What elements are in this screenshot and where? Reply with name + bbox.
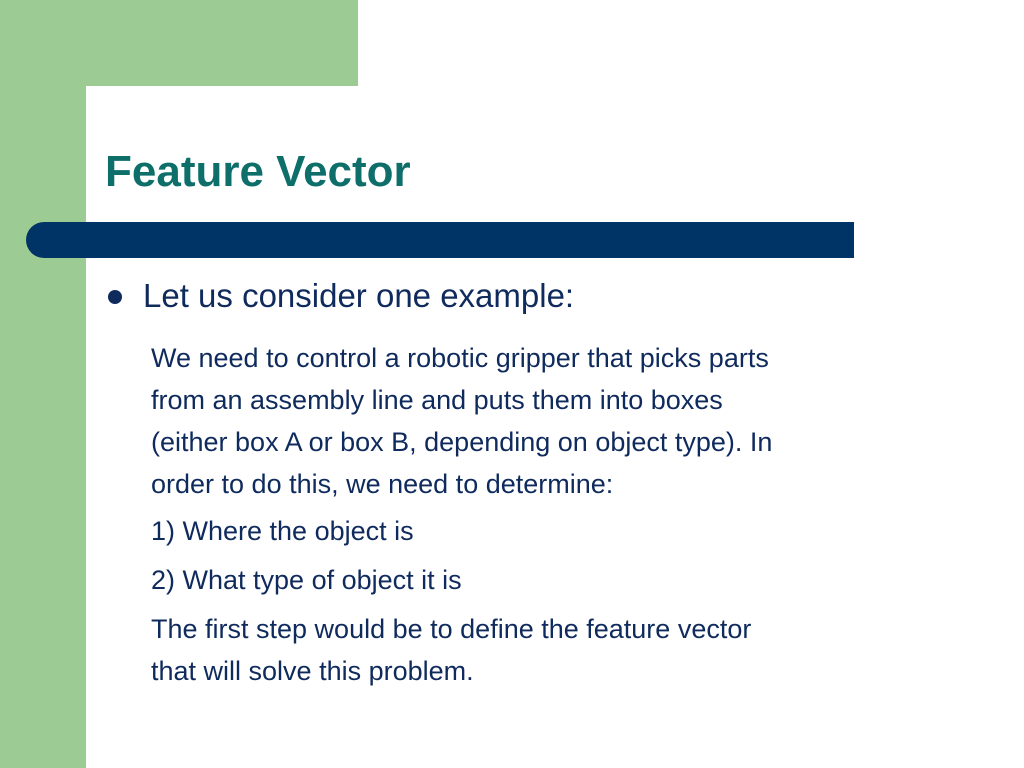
- paragraph-item-1: [151, 510, 951, 552]
- title-underline-bar: [26, 222, 854, 258]
- paragraph-line: The first step would be to define the feature vector: [151, 614, 752, 644]
- bullet-text: Let us consider one example:: [143, 277, 575, 314]
- bullet-dot-icon: [108, 290, 122, 304]
- paragraph-line: 1) Where the object is: [151, 516, 414, 546]
- paragraph-gripper-description: [151, 337, 951, 505]
- paragraph-item-2: [151, 559, 951, 601]
- paragraph-line: (either box A or box B, depending on object type). In: [151, 427, 773, 457]
- slide-title: Feature Vector: [105, 147, 411, 196]
- paragraph-line: 2) What type of object it is: [151, 565, 462, 595]
- top-accent-band: [0, 0, 358, 86]
- paragraph-conclusion: [151, 608, 951, 692]
- paragraph-line: that will solve this problem.: [151, 656, 474, 686]
- paragraph-line: order to do this, we need to determine:: [151, 469, 614, 499]
- paragraph-line: from an assembly line and puts them into boxes: [151, 385, 723, 415]
- left-accent-band: [0, 0, 86, 768]
- paragraph-line: We need to control a robotic gripper that picks parts: [151, 343, 769, 373]
